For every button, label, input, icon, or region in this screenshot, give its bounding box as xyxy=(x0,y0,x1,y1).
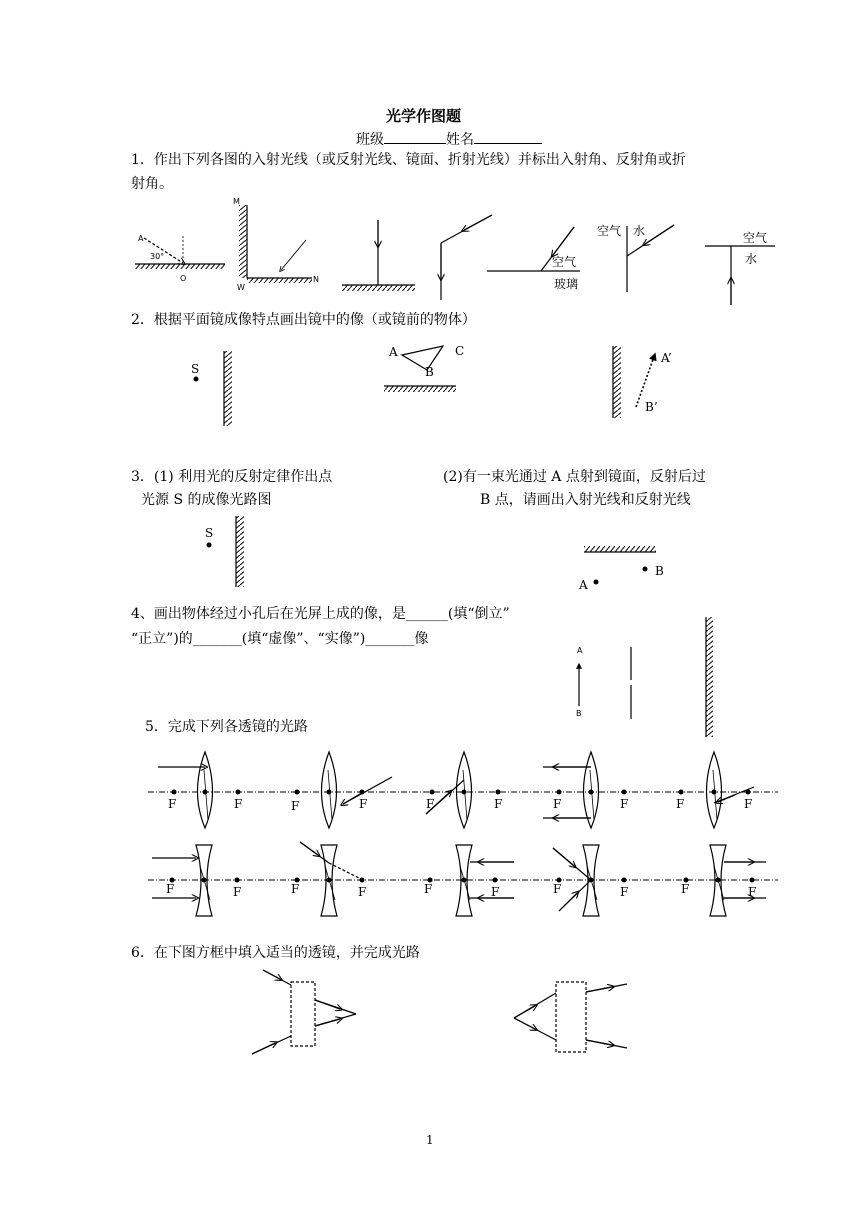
q5-f-label: F xyxy=(359,797,368,811)
q5-f-label: F xyxy=(491,885,500,899)
q3-part2-line2: B 点，请画出入射光线和反射光线 xyxy=(480,492,691,508)
q5-f-label: F xyxy=(424,882,433,896)
q6-text: 6．在下图方框中填入适当的透镜，并完成光路 xyxy=(131,945,420,961)
q5-f-label: F xyxy=(358,885,367,899)
q1-label-n: N xyxy=(313,275,319,284)
q5-f-label: F xyxy=(166,882,175,896)
q1-text-line2: 射角。 xyxy=(131,176,173,192)
q6-box2 xyxy=(514,982,627,1052)
q1-fig5-air: 空气 xyxy=(552,255,577,269)
q1-text-line1: 1．作出下列各图的入射光线（或反射光线、镜面、折射光线）并标出入射角、反射角或折 xyxy=(131,152,686,168)
q5-f-label: F xyxy=(676,797,685,811)
q5-concave-hatch xyxy=(200,866,724,900)
q1-fig5-glass: 玻璃 xyxy=(554,277,579,291)
q3-label-a: A xyxy=(579,578,588,592)
q5-convex-hatch xyxy=(204,770,717,820)
page-number: 1 xyxy=(426,1133,434,1147)
q1-fig3-vertical xyxy=(342,220,415,291)
q5-f-label: F xyxy=(291,882,300,896)
q5-f-label: F xyxy=(620,885,629,899)
name-label: 姓名 xyxy=(446,132,474,148)
q6-box1 xyxy=(252,970,356,1054)
q4-label-b: B xyxy=(576,709,582,718)
q5-f-label: F xyxy=(494,797,503,811)
q5-f-label: F xyxy=(748,885,757,899)
q3-part1-line2: 光源 S 的成像光路图 xyxy=(141,492,272,508)
q3-part1-line1: 3．(1) 利用光的反射定律作出点 xyxy=(131,469,333,485)
q2-label-s: S xyxy=(191,362,200,376)
q3-label-b: B xyxy=(655,564,664,578)
q2-label-b: B xyxy=(425,365,434,379)
q5-f-label: F xyxy=(234,797,243,811)
q1-label-w: W xyxy=(237,283,245,292)
q5-text: 5．完成下列各透镜的光路 xyxy=(145,719,308,735)
q2-label-c: C xyxy=(455,344,465,358)
q5-f-label: F xyxy=(620,797,629,811)
q1-fig7-water: 水 xyxy=(745,252,758,266)
q1-fig7-interface xyxy=(705,246,775,305)
q3-mirror1 xyxy=(236,516,244,587)
q4-pinhole-setup xyxy=(579,617,713,737)
q1-label-m: M xyxy=(233,197,240,206)
q1-fig7-air: 空气 xyxy=(743,231,768,245)
q1-fig6-air: 空气 xyxy=(597,224,622,238)
q5-f-label: F xyxy=(291,799,300,813)
q2-label-b-prime: B’ xyxy=(645,400,658,414)
q4-text-line2: “正立”)的_______(填“虚像”、“实像”)_______像 xyxy=(131,631,429,647)
q5-f-label: F xyxy=(426,797,435,811)
q1-label-angle: 30° xyxy=(150,252,165,261)
point-markers xyxy=(170,377,755,883)
q1-fig1-mirror xyxy=(135,236,225,269)
q2-mirror1 xyxy=(224,351,232,426)
q4-text-line1: 4、画出物体经过小孔后在光屏上成的像，是______(填“倒立” xyxy=(131,606,510,622)
q1-label-o: O xyxy=(180,274,187,283)
q3-mirror2 xyxy=(584,546,656,552)
q5-f-label: F xyxy=(168,797,177,811)
q5-f-label: F xyxy=(553,882,562,896)
q1-fig4-rays xyxy=(441,215,492,300)
q5-f-label: F xyxy=(681,882,690,896)
page-title: 光学作图题 xyxy=(386,107,462,125)
q2-label-a-prime: A’ xyxy=(661,351,672,365)
q3-label-s: S xyxy=(205,526,214,540)
q1-fig6-water: 水 xyxy=(633,224,646,238)
q5-f-label: F xyxy=(744,797,753,811)
q4-label-a: A xyxy=(577,646,583,655)
q1-fig2-mirrors xyxy=(239,205,312,283)
q5-f-label: F xyxy=(233,885,242,899)
q2-text: 2．根据平面镜成像特点画出镜中的像（或镜前的物体） xyxy=(131,312,476,328)
q1-label-a: A xyxy=(138,234,144,243)
q5-f-label: F xyxy=(553,797,562,811)
q2-label-a: A xyxy=(389,345,398,359)
class-label: 班级 xyxy=(356,132,384,148)
q3-part2-line1: (2)有一束光通过 A 点射到镜面，反射后过 xyxy=(443,469,706,485)
